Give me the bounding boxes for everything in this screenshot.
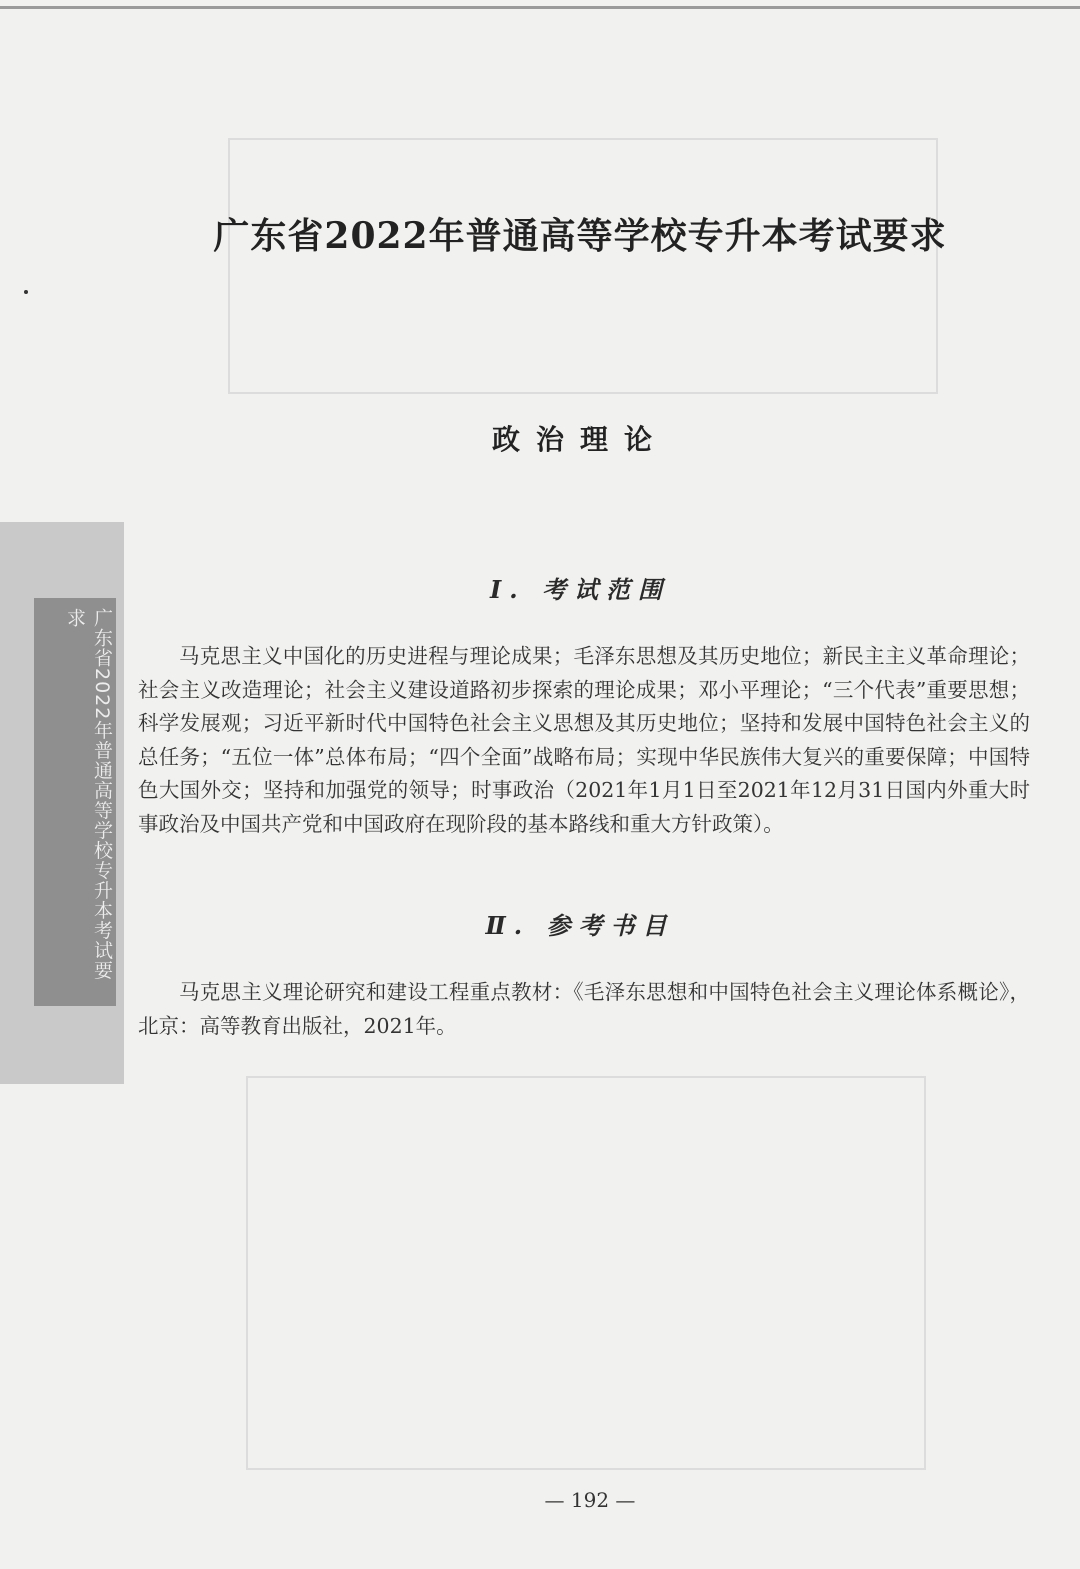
- side-tab-label: 广东省2022年普通高等学校专升本考试要求: [64, 608, 113, 981]
- page-number: — 192 —: [544, 1488, 636, 1512]
- section-heading-references: Ⅱ. 参考书目: [485, 911, 675, 940]
- speck-mark: [24, 290, 28, 294]
- subject-title: 政治理论: [491, 423, 668, 456]
- main-title: 广东省2022年普通高等学校专升本考试要求: [213, 215, 947, 257]
- top-edge-rule: [0, 6, 1080, 9]
- bleed-through-table-lower: [246, 1076, 926, 1470]
- bleed-through-table-upper: [228, 138, 938, 394]
- references-paragraph: 马克思主义理论研究和建设工程重点教材：《毛泽东思想和中国特色社会主义理论体系概论》，北京：高等教育出版社，2021年。: [138, 980, 1030, 1038]
- exam-scope-paragraph: 马克思主义中国化的历史进程与理论成果；毛泽东思想及其历史地位；新民主主义革命理论；社会主义改造理论；社会主义建设道路初步探索的理论成果；邓小平理论；“三个代表”重要思想；科学发展观；习近平新时代中国特色社会主义思想及其历史地位；坚持和发展中国特色社会主义的总任务；“五位一体”总体布局；“四个全面”战略布局；实现中华民族伟大复兴的重要保障；中国特色大国外交；坚持和加强党的领导；时事政治（2021年1月1日至2021年12月31日国内外重大时事政治及中国共产党和中国政府在现阶段的基本路线和重大方针政策）。: [138, 644, 1030, 836]
- section-heading-exam-scope: Ⅰ. 考试范围: [490, 575, 670, 604]
